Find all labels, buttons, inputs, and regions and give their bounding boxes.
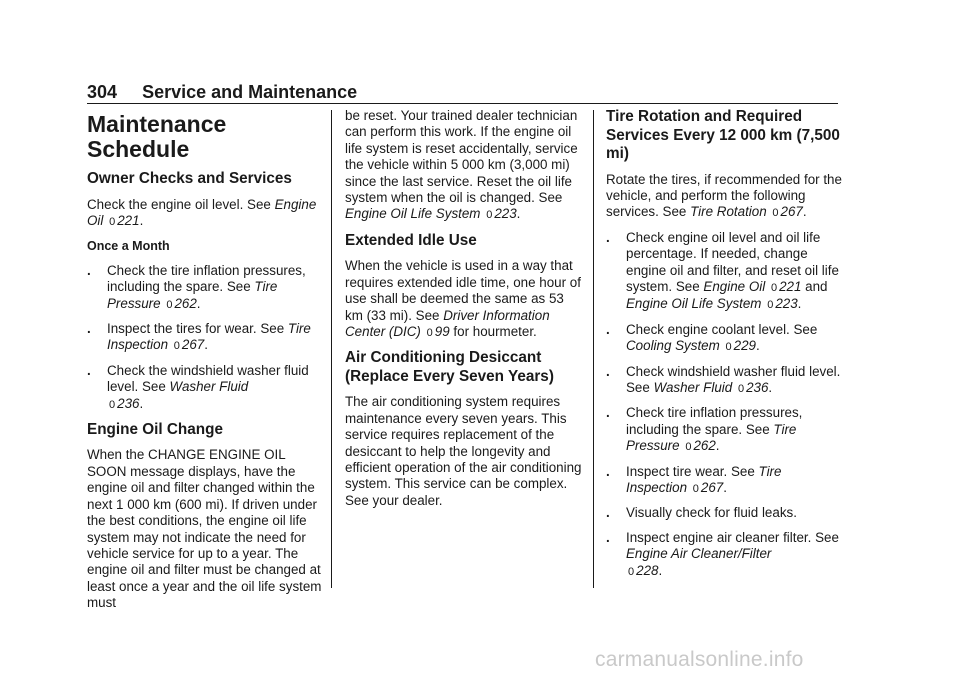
section-title: Service and Maintenance xyxy=(142,82,358,102)
page-ref-icon: 0 xyxy=(109,215,116,228)
page-ref[interactable]: 228 xyxy=(636,562,659,578)
header-rule xyxy=(87,103,838,104)
bullet-icon: . xyxy=(87,362,91,378)
page-ref-icon: 0 xyxy=(767,299,774,312)
once-a-month-heading: Once a Month xyxy=(87,239,170,254)
page-header xyxy=(87,82,357,103)
column-1 xyxy=(87,108,323,612)
page-ref[interactable]: 221 xyxy=(117,212,140,228)
bullet-icon: . xyxy=(606,529,610,545)
page-ref-icon: 0 xyxy=(685,441,692,454)
ac-desiccant-text: The air conditioning system requires maintenance every seven years. This service requires replacement of the desiccant to help the longevity and efficient operation of the air conditioning system. This service can be complex. See your dealer. xyxy=(345,394,582,508)
page-ref[interactable]: 223 xyxy=(494,206,517,222)
page-ref-icon: 0 xyxy=(772,207,779,220)
column-3 xyxy=(606,108,842,588)
title-line-2: Schedule xyxy=(87,136,190,162)
page-ref[interactable]: 99 xyxy=(434,323,450,339)
xref-link[interactable]: Tire Inspection xyxy=(107,320,311,353)
list-item: . Inspect tire wear. See Tire Inspection 0 267. xyxy=(606,463,782,495)
page-ref[interactable]: 223 xyxy=(775,296,798,312)
xref-link[interactable]: Tire Rotation xyxy=(690,204,767,220)
page-ref[interactable]: 229 xyxy=(733,338,756,354)
page-ref[interactable]: 262 xyxy=(174,295,197,311)
xref-link[interactable]: Cooling System xyxy=(626,338,720,354)
page-number: 304 xyxy=(87,82,118,102)
engine-oil-change-text: When the CHANGE ENGINE OIL SOON message displays, have the engine oil and filter changed within the next 1 000 km (600 mi). If driven under the best conditions, the engine oil life system may not indicate the need for vehicle service for up to a year. The engine oil and filter must be changed at least once a year and the oil life system must xyxy=(87,447,322,611)
column-divider-2 xyxy=(593,110,594,588)
xref-link[interactable]: Engine Oil xyxy=(87,196,317,228)
bullet-icon: . xyxy=(87,262,91,278)
page-ref-icon: 0 xyxy=(692,483,699,495)
bullet-icon: . xyxy=(606,363,610,379)
page-ref-icon: 0 xyxy=(173,340,180,353)
page-ref-icon: 0 xyxy=(725,341,732,354)
owner-checks-text: Check the engine oil level. See Engine Oil 0 221. xyxy=(87,196,317,228)
xref-link[interactable]: Washer Fluid xyxy=(169,379,249,395)
xref-link[interactable]: Engine Oil xyxy=(703,278,766,294)
xref-link[interactable]: Engine Air Cleaner/Filter xyxy=(626,546,772,562)
page-ref[interactable]: 267 xyxy=(181,337,205,353)
list-item: . Check windshield washer fluid level. See Washer Fluid 0 236. xyxy=(606,363,841,395)
xref-link[interactable]: Engine Oil Life System xyxy=(626,296,762,312)
owner-checks-heading: Owner Checks and Services xyxy=(87,170,292,187)
title-line-1: Maintenance xyxy=(87,111,227,137)
column-2 xyxy=(345,108,585,517)
column-divider-1 xyxy=(331,110,332,588)
oil-reset-text: be reset. Your trained dealer technician can perform this work. If the engine oil life system is reset accidentally, service the vehicle within 5 000 km (3,000 mi) since the last service. Reset the oil life system when the oil is changed. See Engine Oil Life System 0 223. xyxy=(345,108,578,222)
page-ref[interactable]: 221 xyxy=(779,278,802,294)
list-item: . Check the windshield washer fluid level. See Washer Fluid 0 236. xyxy=(87,362,309,411)
page-ref-icon: 0 xyxy=(737,382,745,395)
page-ref[interactable]: 236 xyxy=(117,395,140,411)
xref-link[interactable]: Tire Pressure xyxy=(107,279,278,311)
list-item: . Inspect engine air cleaner filter. See Engine Air Cleaner/Filter 0 228. xyxy=(606,529,839,578)
page-ref-icon: 0 xyxy=(109,398,116,411)
bullet-icon: . xyxy=(606,463,610,479)
page-title xyxy=(87,112,323,162)
page-ref[interactable]: 236 xyxy=(746,379,769,395)
bullet-icon: . xyxy=(606,505,610,521)
xref-link[interactable]: Washer Fluid xyxy=(653,379,733,395)
bullet-icon: . xyxy=(606,405,610,421)
xref-link[interactable]: Tire Inspection xyxy=(626,463,782,495)
xref-link[interactable]: Driver Information Center (DIC) xyxy=(345,307,550,339)
ac-desiccant-heading: Air Conditioning Desiccant (Replace Every Seven Years) xyxy=(345,349,554,385)
page-ref-icon: 0 xyxy=(628,565,635,578)
page-ref[interactable]: 267 xyxy=(700,480,724,495)
bullet-icon: . xyxy=(87,320,91,336)
bullet-icon: . xyxy=(606,321,610,337)
extended-idle-text: When the vehicle is used in a way that requires extended idle time, one hour of use shall be deemed the same as 53 km (33 mi). See Driver Information Center (DIC) 0 99 for hourmeter. xyxy=(345,258,581,339)
watermark: carmanualsonline.info xyxy=(595,648,804,671)
xref-link[interactable]: Tire Pressure xyxy=(626,421,797,454)
page-ref-icon: 0 xyxy=(166,298,173,311)
bullet-icon: . xyxy=(606,229,610,245)
page-ref-icon: 0 xyxy=(770,281,778,294)
tire-rotation-text: Rotate the tires, if recommended for the vehicle, and perform the following services. See Tire Rotation 0 267. xyxy=(606,171,842,220)
list-item: . Check the tire inflation pressures, including the spare. See Tire Pressure 0 262. xyxy=(87,262,306,311)
extended-idle-heading: Extended Idle Use xyxy=(345,231,477,249)
page-ref[interactable]: 262 xyxy=(693,438,716,454)
page-ref-icon: 0 xyxy=(486,209,493,222)
tire-rotation-heading: Tire Rotation and Required Services Every 12 000 km (7,500 mi) xyxy=(606,108,840,162)
list-item: . Inspect the tires for wear. See Tire Inspection 0 267. xyxy=(87,320,311,353)
list-item: . Check tire inflation pressures, including the spare. See Tire Pressure 0 262. xyxy=(606,405,803,454)
list-item: . Check engine coolant level. See Cooling System 0 229. xyxy=(606,321,818,354)
list-item: . Visually check for fluid leaks. xyxy=(606,505,797,521)
xref-link[interactable]: Engine Oil Life System xyxy=(345,206,481,222)
page-ref-icon: 0 xyxy=(426,326,433,339)
engine-oil-change-heading: Engine Oil Change xyxy=(87,420,223,438)
list-item: . Check engine oil level and oil life percentage. If needed, change engine oil and filter, and reset oil life system. See Engine Oil 0 221 and Engine Oil Life System 0 223. xyxy=(606,229,839,312)
page-ref[interactable]: 267 xyxy=(780,204,803,220)
